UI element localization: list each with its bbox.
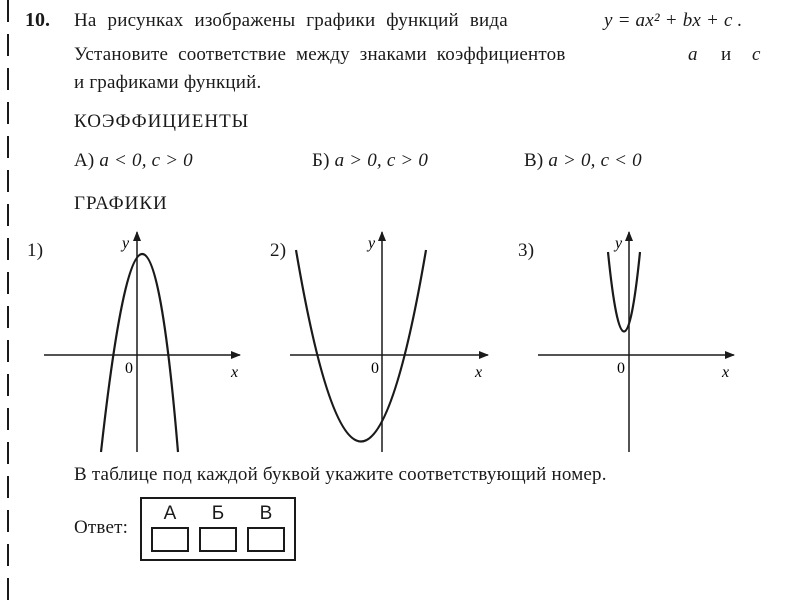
option-c-value: a > 0, c < 0: [548, 150, 642, 171]
answer-column-b: Б: [211, 503, 225, 524]
graph-3-label: 3): [518, 240, 535, 261]
graph-1-y-label: y: [122, 235, 130, 252]
graph-2: [290, 232, 488, 452]
option-a-label: А): [74, 150, 95, 171]
graph-1: [44, 232, 240, 452]
graph-1-origin: 0: [125, 360, 133, 377]
option-a-value: a < 0, c > 0: [99, 150, 193, 171]
graph-2-origin: 0: [371, 360, 379, 377]
task-number: 10.: [25, 9, 50, 31]
task-and: и: [721, 44, 732, 65]
answer-column-a: А: [163, 503, 177, 524]
answer-column-v: В: [259, 503, 273, 524]
answer-cell-v[interactable]: [247, 527, 285, 552]
task-text-line1: На рисунках изображены графики функций вида: [74, 10, 508, 31]
task-formula: y = ax² + bx + c .: [604, 10, 743, 31]
graph-3: [538, 232, 734, 452]
graph-1-label: 1): [27, 240, 44, 261]
graph-3-y-label: y: [615, 235, 623, 252]
graphs-heading: ГРАФИКИ: [74, 193, 168, 214]
option-b-label: Б): [312, 150, 330, 171]
answer-cell-b[interactable]: [199, 527, 237, 552]
option-b-value: a > 0, c > 0: [334, 150, 429, 171]
answer-label: Ответ:: [74, 517, 129, 538]
graph-1-parabola: [101, 254, 178, 452]
graph-3-origin: 0: [617, 360, 625, 377]
answer-table: [140, 497, 296, 561]
graph-3-parabola: [608, 252, 640, 332]
task-coef-a: a: [688, 44, 698, 65]
task-text-line3: и графиками функций.: [74, 72, 262, 93]
instruction-text: В таблице под каждой буквой укажите соответствующий номер.: [74, 464, 607, 485]
option-c-label: В): [524, 150, 544, 171]
task-coef-c: c: [752, 44, 761, 65]
coefficients-heading: КОЭФФИЦИЕНТЫ: [74, 111, 250, 132]
graph-2-y-label: y: [368, 235, 376, 252]
graph-2-parabola: [296, 250, 426, 442]
answer-cell-a[interactable]: [151, 527, 189, 552]
graph-2-x-label: x: [475, 364, 483, 381]
task-text-line2: Установите соответствие между знаками коэффициентов: [74, 44, 566, 65]
graph-3-x-label: x: [722, 364, 730, 381]
graph-1-x-label: x: [231, 364, 239, 381]
graph-2-label: 2): [270, 240, 287, 261]
